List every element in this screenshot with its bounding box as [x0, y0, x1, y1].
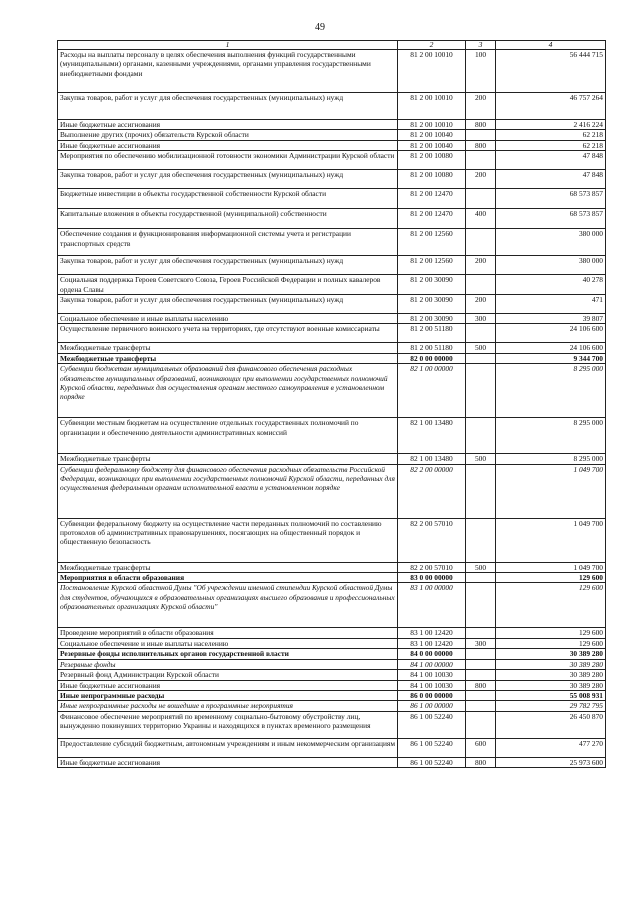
row-name-cell: Субвенции местным бюджетам на осуществление отдельных государственных полномочий по организации и обеспечению деятельности административных комиссий [58, 418, 398, 454]
row-name-cell: Социальное обеспечение и иные выплаты населению [58, 314, 398, 324]
row-vr-cell: 800 [466, 120, 496, 130]
row-code-cell: 82 1 00 13480 [398, 418, 466, 454]
row-amount-cell: 477 270 [496, 738, 606, 757]
row-vr-cell [466, 518, 496, 562]
row-amount-cell: 62 218 [496, 140, 606, 150]
row-name-cell: Социальное обеспечение и иные выплаты населению [58, 638, 398, 648]
row-vr-cell: 800 [466, 680, 496, 690]
row-name-cell: Закупка товаров, работ и услуг для обеспечения государственных (муниципальных) нужд [58, 93, 398, 120]
row-vr-cell: 300 [466, 314, 496, 324]
row-code-cell: 81 2 00 51180 [398, 343, 466, 353]
table-row [58, 209, 606, 229]
row-code-cell: 84 1 00 10030 [398, 680, 466, 690]
row-amount-cell: 380 000 [496, 229, 606, 256]
row-code-cell: 82 2 00 57010 [398, 518, 466, 562]
row-vr-cell: 800 [466, 140, 496, 150]
column-header-3: 3 [466, 41, 496, 50]
table-row [58, 418, 606, 454]
row-amount-cell: 129 600 [496, 583, 606, 628]
row-code-cell: 82 1 00 00000 [398, 364, 466, 418]
row-amount-cell: 30 389 280 [496, 670, 606, 680]
row-vr-cell [466, 628, 496, 638]
row-code-cell: 81 2 00 10010 [398, 120, 466, 130]
row-code-cell: 81 2 00 10010 [398, 50, 466, 93]
table-row [58, 454, 606, 464]
table-row [58, 314, 606, 324]
row-code-cell: 84 1 00 10030 [398, 670, 466, 680]
row-vr-cell: 800 [466, 757, 496, 767]
row-vr-cell [466, 701, 496, 711]
table-row [58, 659, 606, 669]
row-vr-cell [466, 690, 496, 700]
row-amount-cell: 1 049 700 [496, 518, 606, 562]
table-row [58, 464, 606, 518]
row-vr-cell [466, 229, 496, 256]
row-code-cell: 81 2 00 30090 [398, 314, 466, 324]
table-row [58, 583, 606, 628]
row-vr-cell: 500 [466, 562, 496, 572]
row-vr-cell [466, 189, 496, 209]
table-row [58, 229, 606, 256]
row-amount-cell: 68 573 857 [496, 189, 606, 209]
row-vr-cell [466, 418, 496, 454]
row-amount-cell: 47 848 [496, 151, 606, 170]
table-row [58, 130, 606, 140]
row-name-cell: Субвенции бюджетам муниципальных образований для финансового обеспечения расходных обязательств муниципальных образований, возникающих при выполнении государственных полномочий Курской области, переданных для осуществления органам местного самоуправления в установленном порядке [58, 364, 398, 418]
row-code-cell: 81 2 00 10010 [398, 93, 466, 120]
row-name-cell: Резервные фонды исполнительных органов государственной власти [58, 649, 398, 659]
row-name-cell: Межбюджетные трансферты [58, 562, 398, 572]
row-name-cell: Закупка товаров, работ и услуг для обеспечения государственных (муниципальных) нужд [58, 170, 398, 189]
table-row [58, 573, 606, 583]
row-amount-cell: 24 106 600 [496, 343, 606, 353]
table-row [58, 151, 606, 170]
row-name-cell: Иные бюджетные ассигнования [58, 757, 398, 767]
row-amount-cell: 39 807 [496, 314, 606, 324]
table-row [58, 690, 606, 700]
row-amount-cell: 2 416 224 [496, 120, 606, 130]
row-name-cell: Предоставление субсидий бюджетным, автономным учреждениям и иным некоммерческим организациям [58, 738, 398, 757]
table-row [58, 680, 606, 690]
table-row [58, 638, 606, 648]
row-code-cell: 81 2 00 10040 [398, 130, 466, 140]
row-code-cell: 82 1 00 13480 [398, 454, 466, 464]
row-code-cell: 82 0 00 00000 [398, 353, 466, 363]
row-amount-cell: 1 049 700 [496, 562, 606, 572]
row-amount-cell: 8 295 000 [496, 418, 606, 454]
row-vr-cell [466, 151, 496, 170]
row-name-cell: Социальная поддержка Героев Советского Союза, Героев Российской Федерации и полных кавалеров ордена Славы [58, 275, 398, 295]
row-amount-cell: 1 049 700 [496, 464, 606, 518]
row-name-cell: Мероприятия в области образования [58, 573, 398, 583]
row-code-cell: 83 1 00 00000 [398, 583, 466, 628]
row-vr-cell [466, 583, 496, 628]
row-code-cell: 81 2 00 10040 [398, 140, 466, 150]
row-amount-cell: 47 848 [496, 170, 606, 189]
row-vr-cell: 400 [466, 209, 496, 229]
table-row [58, 670, 606, 680]
table-row [58, 295, 606, 314]
table-row [58, 50, 606, 93]
row-vr-cell [466, 670, 496, 680]
row-code-cell: 82 2 00 00000 [398, 464, 466, 518]
row-code-cell: 86 1 00 00000 [398, 701, 466, 711]
row-name-cell: Иные бюджетные ассигнования [58, 120, 398, 130]
row-name-cell: Осуществление первичного воинского учета на территориях, где отсутствуют военные комиссариаты [58, 324, 398, 343]
row-code-cell: 86 0 00 00000 [398, 690, 466, 700]
table-row [58, 738, 606, 757]
table-row [58, 353, 606, 363]
row-vr-cell [466, 275, 496, 295]
page-number: 49 [315, 22, 325, 33]
row-code-cell: 83 0 00 00000 [398, 573, 466, 583]
table-row [58, 189, 606, 209]
row-code-cell: 81 2 00 12560 [398, 256, 466, 275]
row-name-cell: Расходы на выплаты персоналу в целях обеспечения выполнения функций государственными (муниципальными) органами, казенными учреждениями, органами управления государственными внебюджетными фондами [58, 50, 398, 93]
row-name-cell: Финансовое обеспечение мероприятий по временному социально-бытовому обустройству лиц, вынужденно покинувших территорию Украины и находящихся в пунктах временного размещения [58, 711, 398, 738]
row-code-cell: 81 2 00 12470 [398, 189, 466, 209]
row-vr-cell [466, 130, 496, 140]
table-row [58, 275, 606, 295]
row-amount-cell: 46 757 264 [496, 93, 606, 120]
row-vr-cell: 500 [466, 454, 496, 464]
row-amount-cell: 25 973 600 [496, 757, 606, 767]
row-code-cell: 83 1 00 12420 [398, 628, 466, 638]
row-vr-cell: 200 [466, 93, 496, 120]
row-vr-cell [466, 659, 496, 669]
row-vr-cell: 200 [466, 256, 496, 275]
row-vr-cell: 600 [466, 738, 496, 757]
row-amount-cell: 55 008 931 [496, 690, 606, 700]
budget-table [57, 40, 606, 768]
table-row [58, 649, 606, 659]
row-amount-cell: 30 389 280 [496, 680, 606, 690]
row-name-cell: Резервные фонды [58, 659, 398, 669]
row-amount-cell: 380 000 [496, 256, 606, 275]
row-code-cell: 81 2 00 51180 [398, 324, 466, 343]
row-amount-cell: 30 389 280 [496, 659, 606, 669]
row-code-cell: 81 2 00 10080 [398, 170, 466, 189]
column-header-1: 1 [58, 41, 398, 50]
row-vr-cell: 200 [466, 170, 496, 189]
row-name-cell: Проведение мероприятий в области образования [58, 628, 398, 638]
row-amount-cell: 26 450 870 [496, 711, 606, 738]
row-vr-cell [466, 353, 496, 363]
table-row [58, 93, 606, 120]
row-amount-cell: 129 600 [496, 573, 606, 583]
row-vr-cell: 500 [466, 343, 496, 353]
row-vr-cell [466, 573, 496, 583]
row-code-cell: 86 1 00 52240 [398, 711, 466, 738]
table-row [58, 628, 606, 638]
row-vr-cell [466, 464, 496, 518]
row-amount-cell: 129 600 [496, 638, 606, 648]
row-name-cell: Иные бюджетные ассигнования [58, 680, 398, 690]
table-row [58, 364, 606, 418]
table-row [58, 256, 606, 275]
row-code-cell: 84 0 00 00000 [398, 649, 466, 659]
row-amount-cell: 68 573 857 [496, 209, 606, 229]
table-row [58, 140, 606, 150]
row-code-cell: 86 1 00 52240 [398, 757, 466, 767]
row-amount-cell: 9 344 700 [496, 353, 606, 363]
row-amount-cell: 62 218 [496, 130, 606, 140]
row-name-cell: Бюджетные инвестиции в объекты государственной собственности Курской области [58, 189, 398, 209]
row-code-cell: 81 2 00 30090 [398, 295, 466, 314]
row-vr-cell: 200 [466, 295, 496, 314]
table-row [58, 343, 606, 353]
row-name-cell: Закупка товаров, работ и услуг для обеспечения государственных (муниципальных) нужд [58, 295, 398, 314]
row-name-cell: Межбюджетные трансферты [58, 454, 398, 464]
row-code-cell: 81 2 00 10080 [398, 151, 466, 170]
row-name-cell: Обеспечение создания и функционирования информационной системы учета и регистрации транспортных средств [58, 229, 398, 256]
row-vr-cell: 100 [466, 50, 496, 93]
row-vr-cell [466, 364, 496, 418]
table-row [58, 757, 606, 767]
row-name-cell: Резервный фонд Администрации Курской области [58, 670, 398, 680]
table-row [58, 711, 606, 738]
row-name-cell: Постановление Курской областной Думы "Об учреждении именной стипендии Курской областной Думы для студентов, обучающихся в образовательных организациях высшего образования и профессиональных образовательных организациях Курской области" [58, 583, 398, 628]
row-amount-cell: 40 278 [496, 275, 606, 295]
row-name-cell: Межбюджетные трансферты [58, 343, 398, 353]
table-row [58, 120, 606, 130]
row-vr-cell [466, 711, 496, 738]
row-code-cell: 81 2 00 12560 [398, 229, 466, 256]
row-amount-cell: 471 [496, 295, 606, 314]
row-name-cell: Субвенции федеральному бюджету для финансового обеспечения расходных обязательств Российской Федерации, возникающих при выполнении государственных полномочий Курской области, переданных для осуществления федеральным органам исполнительной власти в установленном порядке [58, 464, 398, 518]
row-name-cell: Мероприятия по обеспечению мобилизационной готовности экономики Администрации Курской области [58, 151, 398, 170]
row-code-cell: 81 2 00 30090 [398, 275, 466, 295]
table-row [58, 562, 606, 572]
column-header-2: 2 [398, 41, 466, 50]
row-amount-cell: 30 389 280 [496, 649, 606, 659]
row-vr-cell [466, 649, 496, 659]
row-name-cell: Выполнение других (прочих) обязательств Курской области [58, 130, 398, 140]
row-amount-cell: 24 106 600 [496, 324, 606, 343]
budget-table-body [58, 41, 606, 768]
row-amount-cell: 8 295 000 [496, 454, 606, 464]
row-vr-cell [466, 324, 496, 343]
table-row [58, 324, 606, 343]
column-header-4: 4 [496, 41, 606, 50]
row-code-cell: 81 2 00 12470 [398, 209, 466, 229]
table-row [58, 518, 606, 562]
table-header-row [58, 41, 606, 50]
row-vr-cell: 300 [466, 638, 496, 648]
row-name-cell: Иные непрограммные расходы не вошедшие в программные мероприятия [58, 701, 398, 711]
row-name-cell: Иные непрограммные расходы [58, 690, 398, 700]
row-amount-cell: 129 600 [496, 628, 606, 638]
row-code-cell: 82 2 00 57010 [398, 562, 466, 572]
row-amount-cell: 29 782 795 [496, 701, 606, 711]
row-name-cell: Капитальные вложения в объекты государственной (муниципальной) собственности [58, 209, 398, 229]
row-code-cell: 84 1 00 00000 [398, 659, 466, 669]
row-name-cell: Закупка товаров, работ и услуг для обеспечения государственных (муниципальных) нужд [58, 256, 398, 275]
row-name-cell: Иные бюджетные ассигнования [58, 140, 398, 150]
row-name-cell: Межбюджетные трансферты [58, 353, 398, 363]
row-amount-cell: 8 295 000 [496, 364, 606, 418]
table-row [58, 170, 606, 189]
row-name-cell: Субвенции федеральному бюджету на осуществление части переданных полномочий по составлению протоколов об административных правонарушениях, посягающих на общественный порядок и общественную безопасность [58, 518, 398, 562]
row-amount-cell: 56 444 715 [496, 50, 606, 93]
row-code-cell: 83 1 00 12420 [398, 638, 466, 648]
table-row [58, 701, 606, 711]
row-code-cell: 86 1 00 52240 [398, 738, 466, 757]
